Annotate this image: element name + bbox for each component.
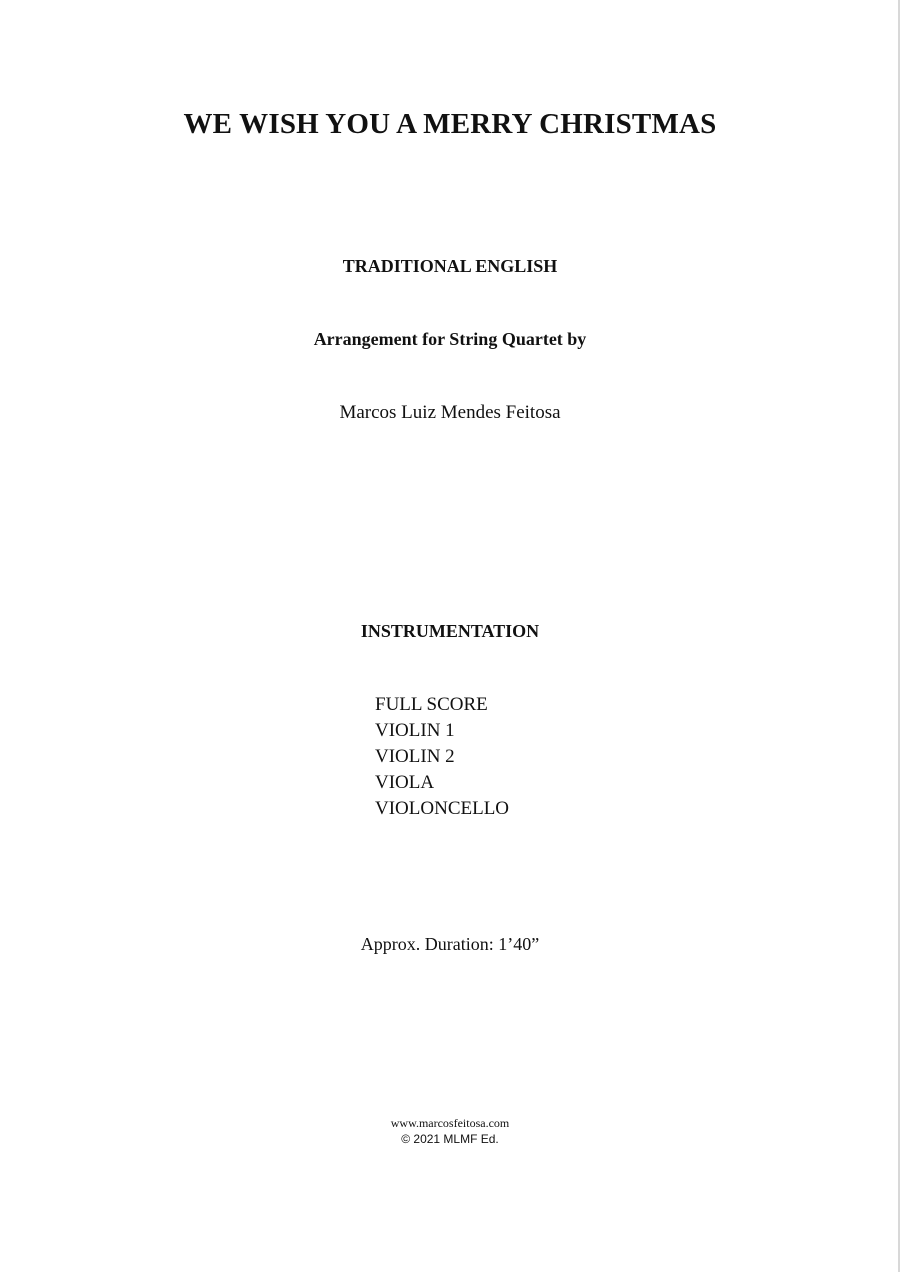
website-link[interactable]: www.marcosfeitosa.com	[390, 1116, 510, 1130]
origin-label: TRADITIONAL ENGLISH	[342, 256, 558, 276]
piece-title: WE WISH YOU A MERRY CHRISTMAS	[183, 108, 717, 140]
instrument-item-violin-2: VIOLIN 2	[375, 746, 455, 767]
arranger-name: Marcos Luiz Mendes Feitosa	[339, 402, 561, 423]
instrument-item-viola: VIOLA	[375, 772, 435, 793]
copyright-notice: © 2021 MLMF Ed.	[401, 1132, 499, 1146]
page-footer	[0, 1115, 900, 1147]
instrumentation-heading: INSTRUMENTATION	[360, 621, 540, 641]
instrument-item-violoncello: VIOLONCELLO	[375, 798, 510, 819]
instrument-item-violin-1: VIOLIN 1	[375, 720, 455, 741]
approx-duration: Approx. Duration: 1’40”	[360, 934, 540, 954]
arrangement-line: Arrangement for String Quartet by	[313, 329, 587, 349]
instrumentation-list	[375, 692, 509, 822]
instrument-item-full-score: FULL SCORE	[375, 694, 488, 715]
